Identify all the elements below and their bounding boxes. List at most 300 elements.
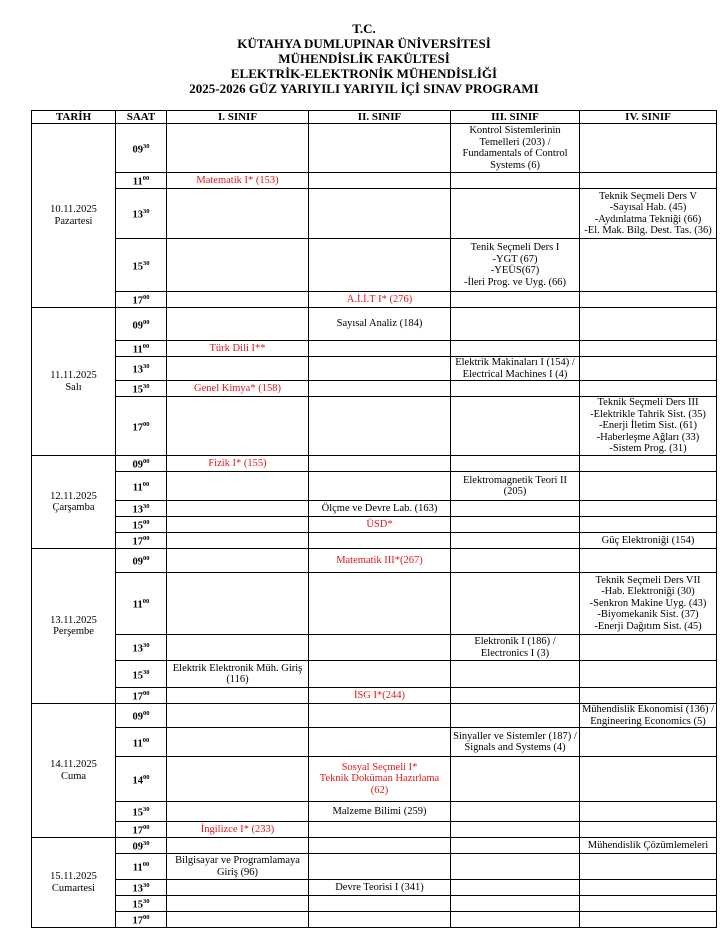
exam-entry-line: Elektromagnetik Teori II [462, 474, 568, 486]
exam-cell-class-3 [451, 456, 580, 472]
exam-cell-class-3 [451, 472, 580, 501]
time-cell [116, 635, 167, 661]
time-cell [116, 173, 167, 189]
time-hour: 15 [132, 261, 143, 272]
exam-entry-line: -Biyomekanik Sist. (37) [597, 609, 699, 621]
table-row [32, 549, 717, 573]
exam-cell-class-4 [580, 549, 717, 573]
exam-cell-class-4 [580, 357, 717, 381]
time-cell [116, 533, 167, 549]
exam-cell-class-2 [309, 635, 451, 661]
time-hour: 15 [132, 520, 143, 532]
exam-cell-class-3 [451, 381, 580, 397]
time-cell [116, 822, 167, 838]
time-minute: 00 [142, 343, 150, 350]
exam-cell-class-4 [580, 688, 717, 704]
time-hour: 13 [132, 883, 143, 895]
exam-cell-class-4 [580, 704, 717, 728]
date-cell [32, 456, 116, 549]
exam-cell-class-2 [309, 688, 451, 704]
table-row [32, 173, 717, 189]
exam-cell-class-3 [451, 757, 580, 802]
time-minute: 30 [143, 503, 150, 510]
exam-cell-class-4 [580, 896, 717, 912]
exam-cell-class-2 [309, 397, 451, 456]
table-row [32, 896, 717, 912]
exam-entry-line: Kontrol Sistemlerinin [469, 125, 561, 136]
exam-cell-class-4 [580, 173, 717, 189]
table-row [32, 688, 717, 704]
time-hour: 13 [132, 504, 143, 516]
exam-cell-class-3 [451, 822, 580, 838]
time-cell [116, 239, 167, 292]
exam-cell-class-3 [451, 533, 580, 549]
exam-cell-class-1 [167, 456, 309, 472]
exam-cell-class-1 [167, 341, 309, 357]
exam-entry-line: (205) [503, 486, 527, 497]
time-cell [116, 381, 167, 397]
exam-cell-class-4 [580, 397, 717, 456]
time-minute: 00 [143, 458, 150, 465]
exam-cell-class-1 [167, 661, 309, 688]
column-header-class-4: IV. SINIF [580, 111, 717, 124]
exam-entry-line: A.İ.İ.T I* (276) [346, 293, 413, 305]
time-minute: 30 [143, 363, 150, 370]
time-hour: 09 [132, 556, 143, 568]
exam-cell-class-4 [580, 381, 717, 397]
exam-cell-class-1 [167, 517, 309, 533]
table-row [32, 239, 717, 292]
exam-entry-line: Mühendislik Ekonomisi (136) / [581, 704, 715, 715]
exam-entry-line: Matematik III*(267) [336, 554, 423, 566]
exam-cell-class-4 [580, 661, 717, 688]
time-hour: 09 [132, 320, 143, 331]
exam-cell-class-2 [309, 896, 451, 912]
exam-cell-class-2 [309, 456, 451, 472]
exam-entry-line: -YEÜS(67) [490, 265, 540, 276]
exam-cell-class-1 [167, 573, 309, 635]
time-cell [116, 308, 167, 341]
date-cell [32, 838, 116, 928]
time-hour: 13 [132, 643, 143, 655]
time-hour: 09 [132, 459, 143, 471]
exam-cell-class-1 [167, 189, 309, 239]
table-row [32, 912, 717, 928]
time-hour: 11 [132, 176, 143, 188]
exam-cell-class-1 [167, 501, 309, 517]
exam-cell-class-3 [451, 838, 580, 854]
exam-cell-class-4 [580, 533, 717, 549]
exam-entry-line: Fundamentals of Control [462, 148, 568, 159]
date-cell [32, 549, 116, 704]
time-minute: 30 [143, 806, 150, 813]
document-header [0, 0, 728, 96]
time-cell [116, 501, 167, 517]
exam-cell-class-2 [309, 472, 451, 501]
table-row [32, 341, 717, 357]
time-minute: 00 [143, 555, 150, 562]
exam-cell-class-2 [309, 757, 451, 802]
exam-cell-class-2 [309, 357, 451, 381]
exam-cell-class-3 [451, 308, 580, 341]
exam-entry-line: Fizik I* (155) [208, 457, 267, 469]
exam-cell-class-1 [167, 472, 309, 501]
exam-cell-class-2 [309, 822, 451, 838]
time-cell [116, 397, 167, 456]
time-hour: 11 [132, 599, 143, 611]
exam-cell-class-4 [580, 341, 717, 357]
table-row [32, 472, 717, 501]
exam-cell-class-3 [451, 517, 580, 533]
exam-cell-class-1 [167, 381, 309, 397]
exam-entry-line: İSG I*(244) [353, 689, 406, 701]
exam-entry-line: (62) [370, 784, 389, 796]
exam-cell-class-4 [580, 728, 717, 757]
exam-entry-line: İngilizce I* (233) [200, 823, 275, 835]
exam-cell-class-4 [580, 189, 717, 239]
exam-cell-class-1 [167, 854, 309, 880]
time-cell [116, 661, 167, 688]
exam-entry-line: -El. Mak. Bilg. Dest. Tas. (36) [584, 225, 712, 236]
exam-entry-line: Mühendislik Çözümlemeleri [587, 839, 709, 851]
time-cell [116, 472, 167, 501]
time-minute: 00 [142, 480, 150, 488]
exam-entry-line: Elektrik Makinaları I (154) / [455, 357, 575, 368]
exam-cell-class-4 [580, 308, 717, 341]
table-row [32, 822, 717, 838]
table-row [32, 501, 717, 517]
exam-cell-class-1 [167, 397, 309, 456]
exam-cell-class-4 [580, 802, 717, 822]
exam-cell-class-1 [167, 728, 309, 757]
exam-cell-class-3 [451, 573, 580, 635]
time-minute: 00 [143, 914, 150, 921]
exam-cell-class-2 [309, 533, 451, 549]
exam-cell-class-1 [167, 533, 309, 549]
table-row [32, 757, 717, 802]
time-hour: 09 [132, 841, 143, 853]
exam-cell-class-3 [451, 239, 580, 292]
exam-weekday: Pazartesi [54, 215, 93, 227]
exam-cell-class-1 [167, 635, 309, 661]
exam-cell-class-1 [167, 124, 309, 173]
exam-cell-class-4 [580, 912, 717, 928]
exam-entry-line: Engineering Economics (5) [590, 715, 706, 727]
time-minute: 00 [142, 861, 150, 868]
time-cell [116, 838, 167, 854]
time-minute: 00 [143, 294, 150, 301]
exam-entry-line: Bilgisayar ve Programlamaya [175, 855, 300, 866]
exam-weekday: Cumartesi [51, 882, 96, 894]
time-cell [116, 341, 167, 357]
exam-cell-class-3 [451, 661, 580, 688]
column-header-class-2: II. SINIF [309, 111, 451, 124]
time-minute: 00 [143, 690, 150, 697]
time-cell [116, 124, 167, 173]
exam-cell-class-1 [167, 357, 309, 381]
exam-entry-line: Tenik Seçmeli Ders I [470, 242, 560, 253]
exam-cell-class-3 [451, 189, 580, 239]
exam-cell-class-2 [309, 124, 451, 173]
exam-cell-class-3 [451, 854, 580, 880]
time-hour: 13 [132, 364, 143, 376]
exam-schedule-table [31, 110, 717, 928]
exam-entry-line: -Elektrikle Tahrik Sist. (35) [590, 408, 706, 420]
exam-weekday: Çarşamba [52, 502, 95, 513]
exam-cell-class-3 [451, 124, 580, 173]
exam-cell-class-2 [309, 517, 451, 533]
time-cell [116, 549, 167, 573]
time-hour: 17 [132, 915, 143, 927]
exam-cell-class-1 [167, 173, 309, 189]
time-cell [116, 292, 167, 308]
time-minute: 30 [143, 882, 150, 889]
table-row [32, 124, 717, 173]
exam-cell-class-2 [309, 573, 451, 635]
exam-cell-class-2 [309, 912, 451, 928]
exam-entry-line: -Enerji İletim Sist. (61) [599, 420, 697, 432]
column-header-time: SAAT [116, 111, 167, 124]
time-minute: 00 [142, 598, 150, 605]
time-minute: 00 [143, 824, 150, 831]
exam-entry-line: Genel Kimya* (158) [194, 382, 281, 394]
exam-cell-class-3 [451, 292, 580, 308]
exam-cell-class-2 [309, 292, 451, 308]
exam-entry-line: -YGT (67) [492, 253, 538, 265]
exam-entry-line: Teknik Seçmeli Ders VII [595, 574, 701, 586]
exam-entry-line: Teknik Doküman Hazırlama [319, 773, 440, 785]
table-row [32, 357, 717, 381]
exam-entry-line: -Sistem Prog. (31) [609, 443, 687, 455]
time-cell [116, 573, 167, 635]
time-cell [116, 854, 167, 880]
exam-cell-class-1 [167, 688, 309, 704]
table-row [32, 456, 717, 472]
exam-entry-line: (116) [226, 674, 249, 685]
table-row [32, 838, 717, 854]
exam-cell-class-1 [167, 292, 309, 308]
time-minute: 00 [142, 175, 150, 182]
exam-entry-line: Sosyal Seçmeli I* [341, 761, 418, 773]
exam-entry-line: Systems (6) [490, 159, 540, 171]
table-row [32, 533, 717, 549]
time-hour: 17 [132, 691, 143, 703]
exam-cell-class-4 [580, 124, 717, 173]
time-minute: 30 [143, 642, 150, 649]
exam-cell-class-2 [309, 854, 451, 880]
exam-entry-line: Devre Teorisi I (341) [335, 881, 424, 893]
exam-weekday: Perşembe [53, 626, 94, 637]
exam-weekday: Cuma [60, 770, 87, 782]
exam-cell-class-2 [309, 189, 451, 239]
exam-cell-class-3 [451, 173, 580, 189]
table-row [32, 397, 717, 456]
exam-date: 11.11.2025 [50, 370, 97, 381]
time-hour: 11 [132, 862, 143, 874]
exam-entry-line: -Enerji Dağıtım Sist. (45) [594, 620, 702, 632]
time-cell [116, 688, 167, 704]
time-minute: 00 [143, 420, 150, 428]
time-minute: 00 [142, 736, 150, 744]
time-hour: 13 [132, 209, 143, 221]
exam-cell-class-4 [580, 757, 717, 802]
exam-cell-class-4 [580, 822, 717, 838]
table-row [32, 854, 717, 880]
exam-entry-line: -Senkron Makine Uyg. (43) [589, 597, 707, 609]
exam-entry-line: -İleri Prog. ve Uyg. (66) [463, 276, 567, 288]
exam-cell-class-2 [309, 838, 451, 854]
time-cell [116, 189, 167, 239]
time-minute: 30 [143, 383, 150, 390]
exam-cell-class-1 [167, 239, 309, 292]
time-minute: 30 [143, 668, 150, 676]
exam-cell-class-1 [167, 896, 309, 912]
exam-entry-line: Elektrik Elektronik Müh. Giriş [172, 662, 303, 674]
exam-entry-line: Signals and Systems (4) [464, 742, 566, 753]
time-minute: 00 [143, 318, 150, 326]
exam-cell-class-2 [309, 341, 451, 357]
exam-entry-line: -Hab. Elektroniği (30) [601, 586, 695, 598]
column-header-class-3: III. SINIF [451, 111, 580, 124]
time-minute: 00 [143, 710, 150, 717]
table-row [32, 308, 717, 341]
column-header-date: TARİH [32, 111, 116, 124]
time-hour: 14 [132, 775, 143, 786]
exam-cell-class-2 [309, 501, 451, 517]
exam-entry-line: Temelleri (203) / [479, 136, 551, 148]
exam-entry-line: ÜSD* [366, 518, 393, 530]
column-header-class-1: I. SINIF [167, 111, 309, 124]
exam-cell-class-1 [167, 549, 309, 573]
table-row [32, 704, 717, 728]
table-row [32, 189, 717, 239]
exam-cell-class-4 [580, 292, 717, 308]
exam-date: 13.11.2025 [50, 614, 97, 626]
exam-cell-class-2 [309, 728, 451, 757]
time-cell [116, 896, 167, 912]
exam-entry-line: -Haberleşme Ağları (33) [596, 431, 700, 443]
table-row [32, 292, 717, 308]
time-cell [116, 802, 167, 822]
exam-cell-class-1 [167, 838, 309, 854]
exam-entry-line: -Sayısal Hab. (45) [609, 202, 687, 213]
time-minute: 30 [143, 840, 150, 847]
exam-entry-line: Teknik Seçmeli Ders III [597, 397, 699, 409]
schedule-body [32, 124, 717, 928]
exam-cell-class-3 [451, 688, 580, 704]
exam-entry-line: Türk Dili I** [209, 342, 266, 354]
exam-cell-class-3 [451, 397, 580, 456]
exam-cell-class-3 [451, 802, 580, 822]
time-cell [116, 704, 167, 728]
exam-entry-line: Electronics I (3) [480, 647, 550, 659]
table-row [32, 573, 717, 635]
exam-date: 14.11.2025 [50, 759, 97, 770]
exam-cell-class-4 [580, 472, 717, 501]
time-minute: 00 [143, 519, 150, 526]
time-cell [116, 912, 167, 928]
time-minute: 00 [143, 535, 150, 542]
exam-cell-class-2 [309, 308, 451, 341]
header-line-5: 2025-2026 GÜZ YARIYILI YARIYIL İÇİ SINAV PROGRAMI [189, 81, 539, 96]
date-cell [32, 308, 116, 456]
exam-entry-line: Sinyaller ve Sistemler (187) / [453, 730, 577, 742]
time-hour: 11 [132, 482, 143, 493]
exam-entry-line: Matematik I* (153) [196, 174, 279, 186]
exam-cell-class-2 [309, 802, 451, 822]
exam-cell-class-2 [309, 661, 451, 688]
time-cell [116, 728, 167, 757]
exam-entry-line: Giriş (96) [216, 866, 259, 878]
exam-cell-class-4 [580, 635, 717, 661]
header-line-1: T.C. [352, 21, 376, 36]
exam-cell-class-1 [167, 704, 309, 728]
exam-cell-class-3 [451, 912, 580, 928]
exam-cell-class-3 [451, 635, 580, 661]
exam-cell-class-4 [580, 573, 717, 635]
exam-cell-class-3 [451, 896, 580, 912]
time-hour: 15 [132, 807, 143, 819]
exam-cell-class-3 [451, 728, 580, 757]
exam-cell-class-4 [580, 239, 717, 292]
header-line-2: KÜTAHYA DUMLUPINAR ÜNİVERSİTESİ [237, 36, 491, 51]
exam-entry-line: Teknik Seçmeli Ders V [599, 190, 697, 202]
exam-entry-line: Electrical Machines I (4) [462, 368, 568, 380]
exam-cell-class-3 [451, 704, 580, 728]
exam-date: 15.11.2025 [50, 871, 97, 882]
exam-date: 10.11.2025 [50, 204, 97, 215]
exam-cell-class-3 [451, 501, 580, 517]
exam-cell-class-3 [451, 341, 580, 357]
date-cell [32, 704, 116, 838]
exam-cell-class-2 [309, 173, 451, 189]
time-hour: 15 [132, 384, 143, 396]
exam-entry-line: Malzeme Bilimi (259) [332, 805, 427, 817]
exam-cell-class-4 [580, 517, 717, 533]
table-row [32, 728, 717, 757]
exam-cell-class-1 [167, 757, 309, 802]
time-minute: 30 [143, 142, 150, 150]
exam-entry-line: Sayısal Analiz (184) [336, 318, 423, 330]
exam-cell-class-1 [167, 802, 309, 822]
header-row [32, 111, 717, 124]
header-line-3: MÜHENDİSLİK FAKÜLTESİ [278, 51, 450, 66]
exam-cell-class-3 [451, 357, 580, 381]
exam-entry-line: Elektronik I (186) / [474, 636, 556, 647]
time-hour: 09 [132, 711, 143, 723]
exam-cell-class-2 [309, 239, 451, 292]
time-hour: 11 [132, 344, 143, 356]
time-cell [116, 357, 167, 381]
exam-date: 12.11.2025 [50, 490, 97, 502]
table-row [32, 517, 717, 533]
time-minute: 30 [143, 208, 150, 215]
time-hour: 15 [132, 899, 143, 911]
time-minute: 30 [143, 259, 150, 267]
time-hour: 17 [132, 536, 143, 548]
exam-weekday: Salı [65, 381, 82, 393]
exam-entry-line: Güç Elektroniği (154) [601, 534, 695, 546]
time-hour: 09 [132, 144, 143, 155]
time-hour: 15 [132, 670, 143, 681]
exam-cell-class-3 [451, 549, 580, 573]
exam-entry-line: Ölçme ve Devre Lab. (163) [321, 502, 438, 514]
exam-cell-class-4 [580, 838, 717, 854]
exam-cell-class-1 [167, 308, 309, 341]
table-row [32, 381, 717, 397]
time-hour: 17 [132, 825, 143, 837]
time-minute: 30 [143, 898, 150, 905]
